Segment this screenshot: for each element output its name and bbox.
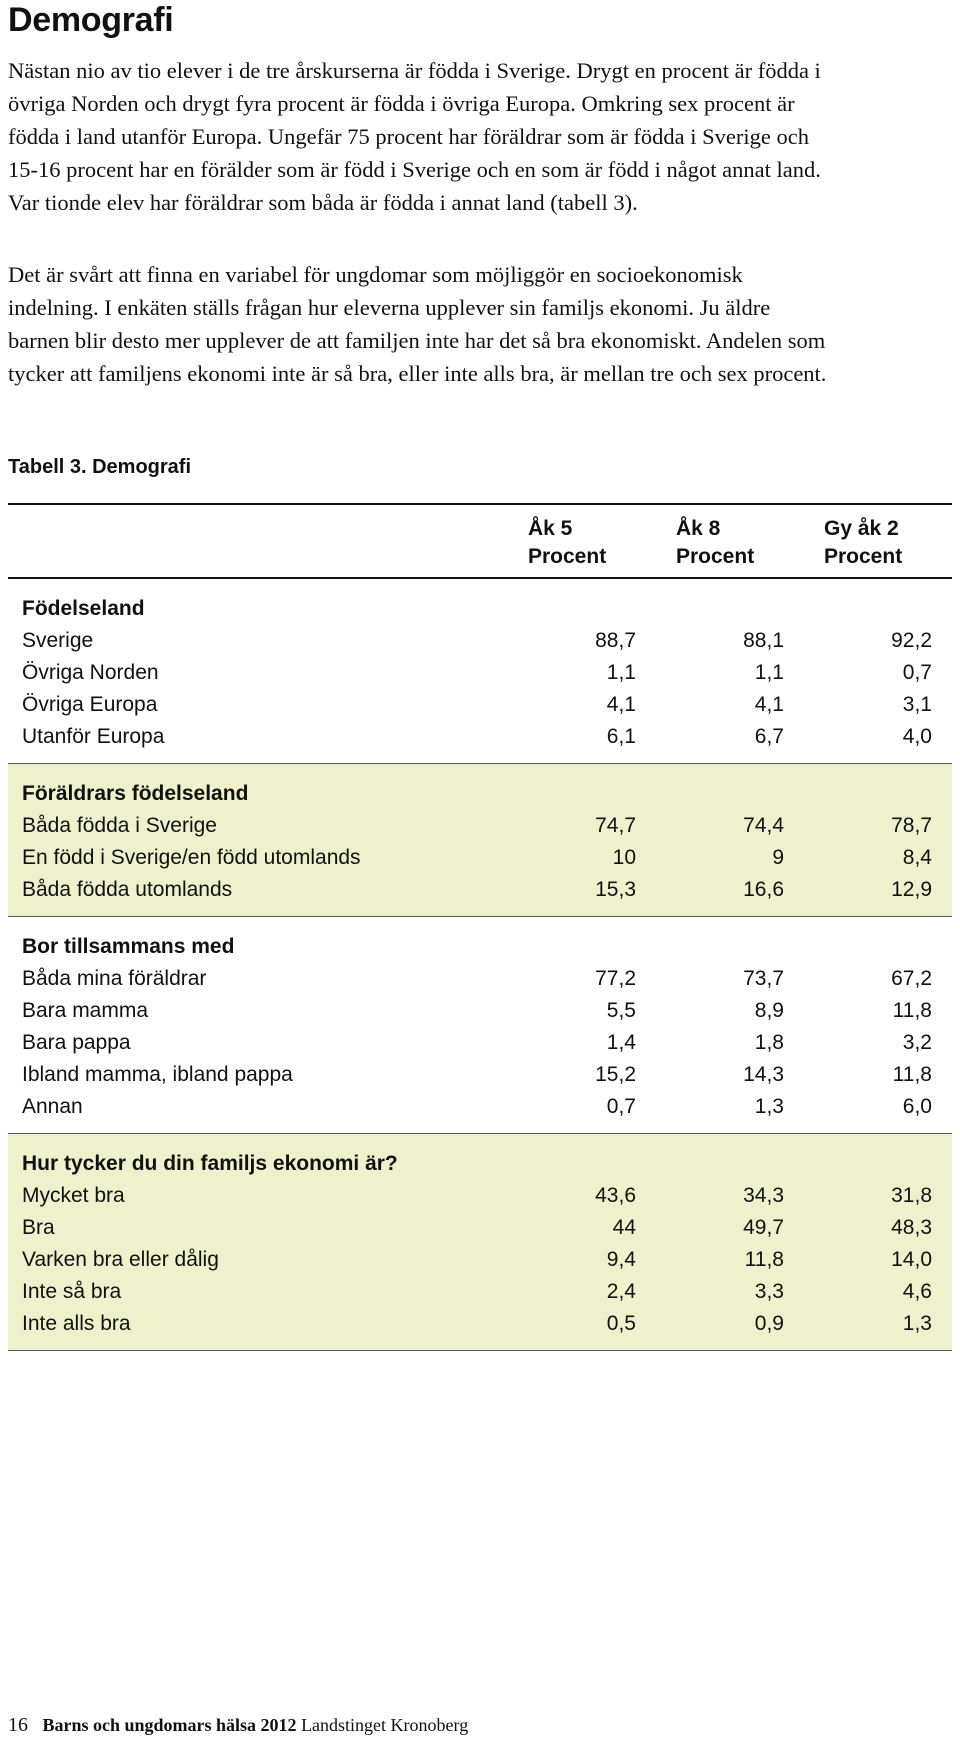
row-label: En född i Sverige/en född utomlands xyxy=(22,846,361,869)
cell-value: 92,2 xyxy=(891,629,932,652)
section-spacer xyxy=(8,753,952,763)
cell-value: 48,3 xyxy=(891,1216,932,1239)
cell-value: 43,6 xyxy=(595,1184,636,1207)
cell-value: 11,8 xyxy=(892,999,932,1022)
cell-value: 5,5 xyxy=(606,999,636,1022)
table-row xyxy=(8,1276,952,1308)
table-caption: Tabell 3. Demografi xyxy=(8,456,192,478)
row-label: Båda födda utomlands xyxy=(22,878,233,901)
intro-paragraph: Nästan nio av tio elever i de tre årskurserna är födda i Sverige. Drygt en procent är födda i övriga Norden och drygt fyra procent är födda i övriga Europa. Omkring sex procent är födda i land utanför Europa. Ungefär 75 procent har föräldrar som är födda i Sverige och 15-16 procent har en förälder som är född i Sverige och en som är född i något annat land. Var tionde elev har föräldrar som båda är födda i annat land (tabell 3). xyxy=(8,58,821,215)
table-row xyxy=(8,963,952,995)
demography-table xyxy=(8,503,952,1351)
page-title: Demografi xyxy=(8,1,174,39)
table-row xyxy=(8,1212,952,1244)
table-row xyxy=(8,689,952,721)
cell-value: 44 xyxy=(612,1216,636,1239)
cell-value: 4,0 xyxy=(902,725,932,748)
section-heading: Bor tillsammans med xyxy=(22,935,235,958)
table-row xyxy=(8,1180,952,1212)
table-body xyxy=(8,579,952,1351)
cell-value: 31,8 xyxy=(891,1184,932,1207)
row-label: Båda födda i Sverige xyxy=(22,814,217,837)
document-page xyxy=(8,0,952,1740)
cell-value: 49,7 xyxy=(743,1216,784,1239)
table-row xyxy=(8,842,952,874)
cell-value: 3,1 xyxy=(902,693,932,716)
cell-value: 78,7 xyxy=(891,814,932,837)
cell-value: 14,0 xyxy=(891,1248,932,1271)
page-footer xyxy=(8,1714,468,1737)
section-heading: Hur tycker du din familjs ekonomi är? xyxy=(22,1152,398,1175)
table-row xyxy=(8,1027,952,1059)
table-row xyxy=(8,1244,952,1276)
section-spacer xyxy=(8,906,952,916)
cell-value: 2,4 xyxy=(606,1280,636,1303)
row-label: Bara pappa xyxy=(22,1031,131,1054)
cell-value: 88,7 xyxy=(595,629,636,652)
table-row xyxy=(8,1059,952,1091)
row-label: Varken bra eller dålig xyxy=(22,1248,219,1271)
table-row xyxy=(8,1308,952,1340)
cell-value: 1,3 xyxy=(902,1312,932,1335)
cell-value: 0,7 xyxy=(902,661,932,684)
cell-value: 16,6 xyxy=(743,878,784,901)
cell-value: 0,5 xyxy=(606,1312,636,1335)
cell-value: 1,1 xyxy=(754,661,784,684)
cell-value: 11,8 xyxy=(892,1063,932,1086)
economy-paragraph: Det är svårt att finna en variabel för ungdomar som möjliggör en socioekonomisk indelning. I enkäten ställs frågan hur eleverna upplever sin familjs ekonomi. Ju äldre barnen blir desto mer upplever de att familjen inte har det så bra ekonomiskt. Andelen som tycker att familjens ekonomi inte är så bra, eller inte alls bra, är mellan tre och sex procent. xyxy=(8,262,827,386)
row-label: Sverige xyxy=(22,629,94,652)
row-label: Övriga Norden xyxy=(22,661,159,684)
cell-value: 6,1 xyxy=(606,725,636,748)
column-header-gy2: Gy åk 2 Procent xyxy=(824,517,903,568)
cell-value: 8,4 xyxy=(902,846,932,869)
cell-value: 77,2 xyxy=(595,967,636,990)
cell-value: 74,7 xyxy=(595,814,636,837)
cell-value: 34,3 xyxy=(743,1184,784,1207)
row-label: Inte så bra xyxy=(22,1280,122,1303)
cell-value: 14,3 xyxy=(743,1063,784,1086)
table-section xyxy=(8,917,952,1134)
cell-value: 8,9 xyxy=(754,999,784,1022)
section-spacer xyxy=(8,1123,952,1133)
table-section xyxy=(8,764,952,917)
cell-value: 4,6 xyxy=(902,1280,932,1303)
cell-value: 6,7 xyxy=(754,725,784,748)
cell-value: 12,9 xyxy=(891,878,932,901)
cell-value: 1,4 xyxy=(606,1031,636,1054)
cell-value: 10 xyxy=(612,846,636,869)
cell-value: 15,3 xyxy=(595,878,636,901)
table-row xyxy=(8,625,952,657)
section-heading: Föräldrars födelseland xyxy=(22,782,249,805)
row-label: Ibland mamma, ibland pappa xyxy=(22,1063,293,1086)
column-header-ak5: Åk 5 Procent xyxy=(528,517,607,568)
cell-value: 11,8 xyxy=(744,1248,784,1271)
cell-value: 1,1 xyxy=(606,661,636,684)
cell-value: 4,1 xyxy=(754,693,784,716)
section-heading: Födelseland xyxy=(22,597,145,620)
row-label: Övriga Europa xyxy=(22,693,158,716)
cell-value: 73,7 xyxy=(743,967,784,990)
cell-value: 88,1 xyxy=(743,629,784,652)
cell-value: 6,0 xyxy=(902,1095,932,1118)
cell-value: 9 xyxy=(772,846,784,869)
table-row xyxy=(8,810,952,842)
cell-value: 1,8 xyxy=(754,1031,784,1054)
page-number: 16 xyxy=(8,1714,28,1736)
section-spacer xyxy=(8,1340,952,1350)
cell-value: 0,7 xyxy=(606,1095,636,1118)
row-label: Inte alls bra xyxy=(22,1312,131,1335)
cell-value: 15,2 xyxy=(595,1063,636,1086)
column-header-ak8: Åk 8 Procent xyxy=(676,517,755,568)
row-label: Utanför Europa xyxy=(22,725,165,748)
row-label: Annan xyxy=(22,1095,83,1118)
table-header xyxy=(8,503,952,579)
cell-value: 0,9 xyxy=(754,1312,784,1335)
row-label: Mycket bra xyxy=(22,1184,125,1207)
cell-value: 3,3 xyxy=(754,1280,784,1303)
table-row xyxy=(8,874,952,906)
row-label: Bra xyxy=(22,1216,55,1239)
table-row xyxy=(8,721,952,753)
cell-value: 74,4 xyxy=(743,814,784,837)
cell-value: 67,2 xyxy=(891,967,932,990)
publisher-name: Landstinget Kronoberg xyxy=(301,1715,469,1735)
table-row xyxy=(8,995,952,1027)
publication-title: Barns och ungdomars hälsa 2012 xyxy=(42,1715,297,1735)
cell-value: 4,1 xyxy=(606,693,636,716)
row-label: Båda mina föräldrar xyxy=(22,967,207,990)
table-section xyxy=(8,579,952,764)
cell-value: 9,4 xyxy=(606,1248,636,1271)
cell-value: 3,2 xyxy=(902,1031,932,1054)
table-row xyxy=(8,1091,952,1123)
table-section xyxy=(8,1134,952,1351)
table-row xyxy=(8,657,952,689)
cell-value: 1,3 xyxy=(754,1095,784,1118)
row-label: Bara mamma xyxy=(22,999,149,1022)
